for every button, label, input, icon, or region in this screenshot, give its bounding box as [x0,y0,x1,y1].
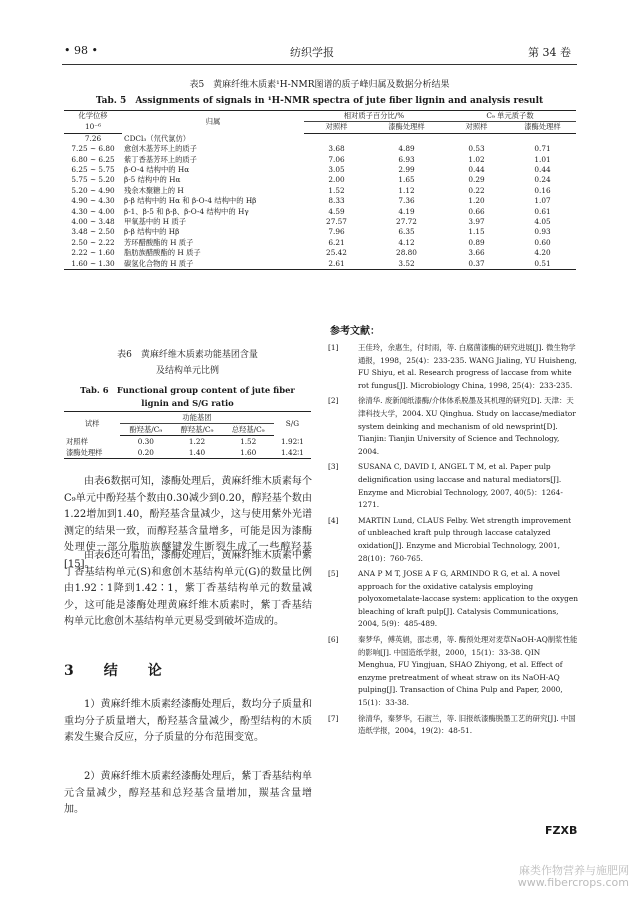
nmr-row [64,175,576,185]
reference-number: [2] [328,396,339,406]
nmr-cell: 0.60 [534,237,551,247]
table6-caption-cn1: 表6 黄麻纤维木质素功能基团含量 [117,350,258,360]
nmr-row [64,248,576,258]
nmr-cell: 0.66 [468,206,485,216]
references-title: 参考文献： [330,326,380,337]
col-ctrl: 对照样 [304,122,369,133]
nmr-cell: 4.89 [398,144,415,154]
nmr-cell: 5.20 ~ 4.90 [71,185,115,195]
col-total: 总羟基/C₉ [223,424,274,436]
reference-number: [1] [328,343,339,352]
nmr-cell: 5.75 ~ 5.20 [71,175,115,185]
nmr-cell: 脂肪族醋酸酯的 H 质子 [124,248,201,258]
group-cell: 1.60 [223,447,274,459]
nmr-cell: 4.59 [328,206,345,216]
reference-item [328,515,578,565]
nmr-cell: β-β 结构中的 Hα 和 β-O-4 结构中的 Hβ [124,196,257,206]
nmr-cell: 2.61 [304,259,369,270]
reference-item [328,461,578,511]
group-cell: 对照样 [66,436,88,446]
reference-number: [4] [328,515,339,525]
nmr-cell: 6.21 [328,237,345,247]
nmr-cell: 2.22 ~ 1.60 [71,248,115,258]
col-per: C₉ 单元质子数 [444,111,576,122]
nmr-cell: 4.20 [534,248,551,258]
nmr-cell: β-O-4 结构中的 Hα [124,165,190,175]
nmr-cell [369,133,444,144]
volume: 第 34 卷 [528,46,571,59]
nmr-cell: 0.53 [468,144,485,154]
nmr-cell: 1.20 [468,196,485,206]
nmr-cell: 7.25 ~ 6.80 [71,144,115,154]
nmr-cell: β-5 结构中的 Hα [124,175,181,185]
nmr-cell: 甲氧基中的 H 质子 [124,217,187,227]
nmr-cell: 0.93 [534,227,551,237]
reference-number: [3] [328,462,339,472]
reference-item [328,568,578,631]
paragraph-1: 由表6数据可知，漆酶处理后，黄麻纤维木质素每个C₉单元中酚羟基个数由0.30减少到0.20，醇羟基个数由1.22增加到1.40，酚羟基含量减少，这与使用紫外光谱测定的结果一致，而醇羟基含量增多，可能是因为漆酶处理使一部分脂肪族醚键发生断裂生成了一些醇羟基[15]。 [64,476,312,570]
watermark-cn: 麻类作物营养与施肥网 [519,864,629,877]
col-shift: 化学位移 [64,111,122,122]
nmr-cell: 1.12 [398,185,415,195]
nmr-cell [304,133,369,144]
nmr-cell: 0.37 [444,259,509,270]
nmr-cell: 7.36 [398,196,415,206]
nmr-cell: 27.72 [396,217,417,227]
journal-badge: FZXB [545,824,578,837]
nmr-cell: 1.01 [534,154,551,164]
reference-item [328,634,578,710]
reference-text: SUSANA C, DAVID I, ANGEL T M, et al. Paper pulp delignification using laccase and natural mediators[J]. Enzyme and Microbial Technology, 2007, 40(5)：1264-1271. [358,462,563,510]
col-enz2: 漆酶处理样 [509,122,576,133]
col-assign: 归属 [122,111,304,134]
reference-number: [7] [328,713,339,723]
group-cell: 1.92∶1 [280,436,304,446]
reference-item [328,713,578,738]
reference-text: 王佳玲，余惠生，付时雨，等. 白腐菌漆酶的研究进展[J]. 微生物学通报，1998，25(4)：233-235. WANG Jialing, YU Huisheng, FU Shiyu, et al. Research progress of laccase from white rot fungus[J]. Microbiology China, 1998, 25(4)：233-235. [358,343,577,390]
group-cell: 1.22 [188,437,206,446]
reference-number: [6] [328,635,339,645]
conclusion-1: 1）黄麻纤维木质素经漆酶处理后，数均分子质量和重均分子质量增大，酚羟基含量减少，酚型结构的木质素发生聚合反应，分子质量的分布范围变宽。 [64,699,312,743]
col-rel: 相对质子百分比/% [304,111,444,122]
col-alc: 醇羟基/C₉ [171,424,222,436]
nmr-row [64,133,576,144]
nmr-row [64,165,576,175]
page-number: • 98 • [64,44,98,57]
nmr-cell: β-β 结构中的 Hβ [124,227,180,237]
nmr-row [64,217,576,227]
nmr-cell: 28.80 [396,248,417,258]
col-enz: 漆酶处理样 [369,122,444,133]
group-cell: 1.52 [240,437,257,446]
reference-item [328,342,578,392]
table5-caption-cn: 表5 黄麻纤维木质素¹H-NMR图谱的质子峰归属及数据分析结果 [189,80,450,90]
nmr-cell [444,133,509,144]
nmr-cell: 8.33 [328,196,345,206]
nmr-cell: 碳氢化合物的 H 质子 [122,259,304,270]
nmr-cell: 0.89 [468,237,485,247]
nmr-cell: 0.16 [534,185,551,195]
functional-group-table [64,411,311,459]
reference-item [328,395,578,458]
table6-caption-cn2: 及结构单元比例 [155,366,219,376]
paragraph-2: 由表6还可看出，漆酶处理后，黄麻纤维木质素中紫丁香基结构单元(S)和愈创木基结构单元(G)的数量比例由1.92∶1降到1.42∶1，紫丁香基结构单元的数量减少，这可能是漆酶处理黄麻纤维木质素时，紫丁香基结构单元比愈创木基结构单元更易受到破坏造成的。 [64,550,312,627]
nmr-cell: 6.35 [398,227,415,237]
nmr-cell: 2.00 [328,175,345,185]
nmr-cell: 0.71 [534,144,551,154]
nmr-row [64,196,576,206]
nmr-cell: 3.97 [468,217,485,227]
group-cell: 1.42∶1 [274,447,311,459]
nmr-cell: CDCl₃（氘代氯仿） [124,133,191,143]
nmr-cell: 4.00 ~ 3.48 [71,217,115,227]
reference-text: 秦梦华，傅英娟，邵志勇，等. 酶预处理对麦草NaOH-AQ制浆性能的影响[J]. 中国造纸学报，2000，15(1)：33-38. QIN Menghua, FU Yingjuan, SHAO Zhiyong, et al. Effect of enzyme pretreatment of wheat straw on its NaOH-AQ pulping[J]. Transaction of China Pulp and Paper, 2000, 15(1)：33-38. [358,635,578,708]
nmr-cell: 残余木聚糖上的 H [124,185,184,195]
nmr-cell: 2.50 ~ 2.22 [71,237,115,247]
nmr-table [64,110,576,270]
watermark-url: www.fibercrops.com [517,876,629,889]
nmr-cell: 4.30 ~ 4.00 [71,206,115,216]
nmr-cell: 7.06 [328,154,345,164]
col-sample: 试样 [64,412,120,436]
reference-text: 徐清华. 废新闻纸漆酶/介体体系脱墨及其机理的研究[D]. 天津：天津科技大学，2004. XU Qinghua. Study on laccase/mediator system deinking and mechanism of old newsprint[D]. Tianjin: Tianjin University of Science and Technology, 2004. [358,396,576,456]
col-phen: 酚羟基/C₉ [120,424,171,436]
nmr-cell: 4.19 [398,206,415,216]
nmr-cell: 愈创木基芳环上的质子 [124,144,197,154]
nmr-cell: 3.66 [468,248,485,258]
nmr-cell: 0.29 [468,175,485,185]
table6-caption-en2: lignin and S/G ratio [141,398,234,408]
nmr-cell: 25.42 [326,248,347,258]
nmr-cell: 3.68 [328,144,345,154]
header-rule [62,64,577,65]
nmr-row [64,227,576,237]
nmr-cell: 0.44 [534,165,551,175]
nmr-cell: 1.15 [468,227,485,237]
nmr-cell: β-1、β-5 和 β-β、β-O-4 结构中的 Hγ [124,206,249,216]
reference-text: 徐清华，秦梦华，石淑兰，等. 旧报纸漆酶脱墨工艺的研究[J]. 中国造纸学报，2004，19(2)：48-51. [358,713,576,736]
nmr-cell: 0.44 [468,165,485,175]
nmr-cell: 4.12 [398,237,415,247]
nmr-cell: 紫丁香基芳环上的质子 [124,154,197,164]
nmr-cell: 1.65 [398,175,415,185]
group-cell: 0.20 [120,447,171,459]
nmr-cell: 3.05 [328,165,345,175]
nmr-row [64,207,576,217]
col-sg: S/G [274,412,311,436]
nmr-cell: 芳环醋酸酯的 H 质子 [124,237,194,247]
reference-list [328,342,578,741]
col-ctrl2: 对照样 [444,122,509,133]
nmr-cell: 6.93 [398,154,415,164]
nmr-cell: 0.22 [468,185,485,195]
reference-number: [5] [328,569,339,579]
table6-caption-en1: Tab. 6 Functional group content of jute fiber [80,385,295,395]
col-group: 功能基团 [120,412,274,424]
nmr-cell: 0.24 [534,175,551,185]
group-cell: 0.30 [137,437,154,446]
journal-title: 纺织学报 [290,46,334,59]
nmr-cell: 4.05 [534,217,551,227]
table5-caption-en: Tab. 5 Assignments of signals in ¹H-NMR spectra of jute fiber lignin and analysis result [95,96,544,106]
group-row [64,436,311,448]
nmr-row [64,186,576,196]
nmr-row [64,259,576,270]
nmr-cell: 3.48 ~ 2.50 [71,227,115,237]
section-heading: 3 结 论 [64,663,170,679]
nmr-cell: 6.80 ~ 6.25 [71,154,115,164]
group-cell: 1.40 [171,447,222,459]
group-row [64,447,311,459]
conclusion-2: 2）黄麻纤维木质素经漆酶处理后，紫丁香基结构单元含量减少，醇羟基和总羟基含量增加，羰基含量增加。 [64,771,312,815]
nmr-cell: 0.51 [509,259,576,270]
nmr-cell: 27.57 [326,217,347,227]
reference-text: ANA P M T, JOSE A F G, ARMINDO R G, et al. A novel approach for the oxidative catalysis employing polyoxometalate-laccase system: application to the oxygen bleaching of kraft pulp[J]. Catalysis Communications, 2004, 5(9)：485-489. [358,569,578,629]
col-shift-unit: 10⁻⁶ [64,122,122,133]
nmr-cell [509,133,576,144]
nmr-cell: 7.96 [328,227,345,237]
nmr-cell: 1.60 ~ 1.30 [64,259,122,270]
nmr-cell: 0.61 [534,206,551,216]
nmr-cell: 1.02 [468,154,485,164]
nmr-cell: 6.25 ~ 5.75 [71,165,115,175]
nmr-cell: 1.52 [328,185,345,195]
nmr-cell: 1.07 [534,196,551,206]
group-cell: 漆酶处理样 [64,447,120,459]
nmr-cell: 7.26 [84,133,102,143]
nmr-cell: 3.52 [369,259,444,270]
nmr-row [64,155,576,165]
nmr-row [64,238,576,248]
nmr-row [64,144,576,154]
nmr-cell: 2.99 [398,165,415,175]
nmr-cell: 4.90 ~ 4.30 [71,196,115,206]
reference-text: MARTIN Lund, CLAUS Felby. Wet strength improvement of unbleached kraft pulp through laccase catalyzed oxidation[J]. Enzyme and Microbial Technology, 2001, 28(10)：760-765. [358,515,572,563]
